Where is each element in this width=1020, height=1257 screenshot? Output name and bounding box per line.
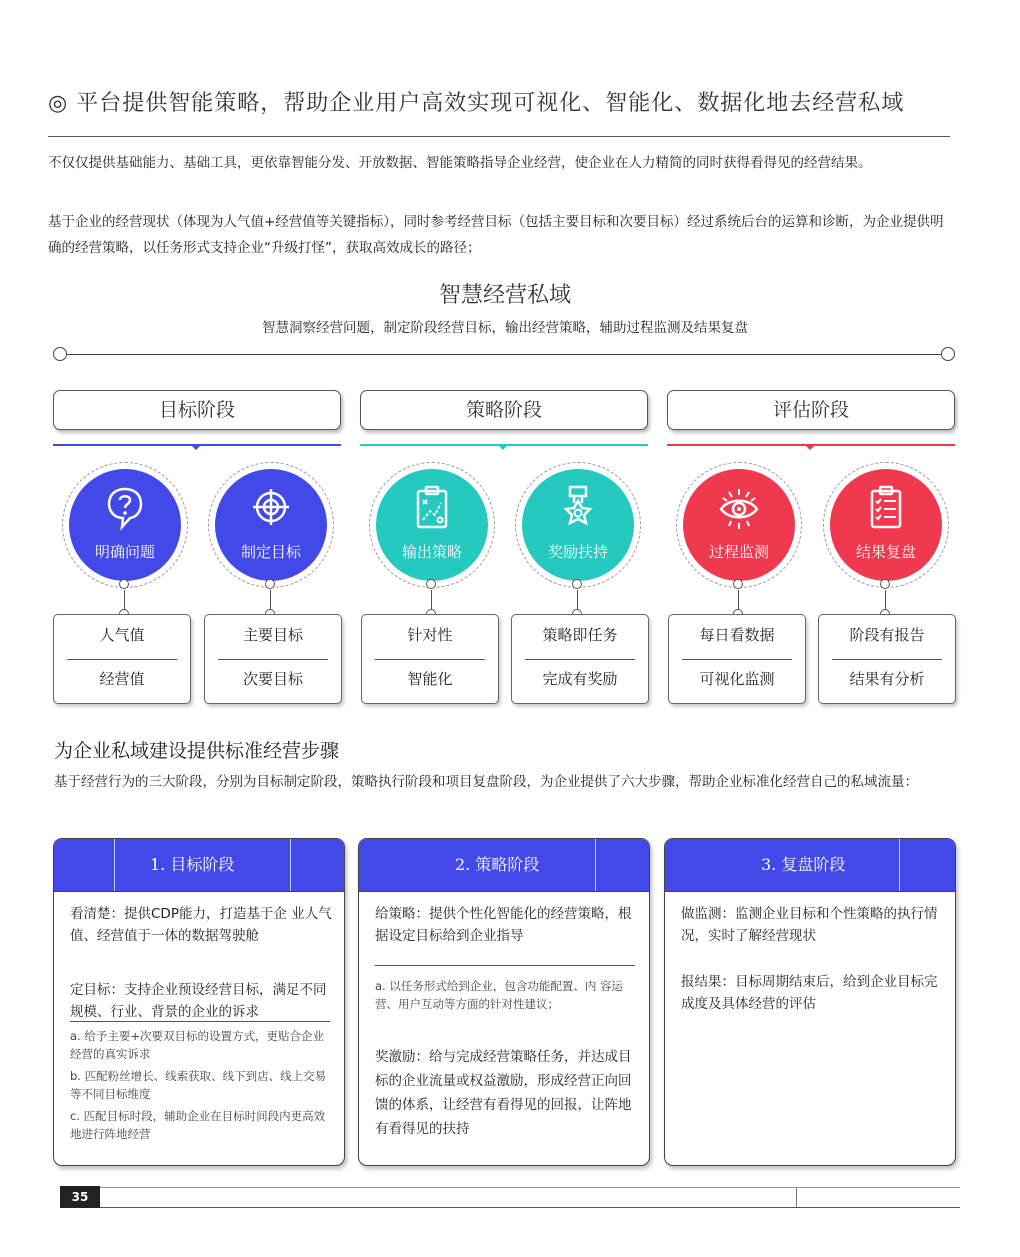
card-item: 定目标：支持企业预设经营目标，满足不同规模、行业、背景的企业的诉求: [70, 982, 327, 1020]
timeline-start-dot: [53, 347, 67, 361]
clipboard-strategy-icon: [412, 485, 452, 531]
connector-line: [431, 590, 432, 610]
timeline-line: [60, 354, 950, 355]
detail-top: 主要目标: [242, 626, 303, 644]
page-number: 35: [60, 1186, 100, 1208]
card-title: 1. 目标阶段: [150, 855, 235, 874]
footer-rule: [100, 1207, 960, 1208]
connector-line: [885, 590, 886, 610]
intro-paragraph-1: 不仅仅提供基础能力、基础工具，更依靠智能分发、开放数据、智能策略指导企业经营，使企业在人力精简的同时获得看得见的经营结果。: [48, 155, 872, 171]
card-title: 2. 策略阶段: [455, 855, 540, 874]
diagram-title: 智慧经营私域: [438, 283, 571, 308]
section-description: 基于经营行为的三大阶段，分别为目标制定阶段，策略执行阶段和项目复盘阶段，为企业提供了六大步骤，帮助企业标准化经营自己的私域流量：: [54, 774, 918, 790]
card-item: 做监测：监测企业目标和个性策略的执行情况，实时了解经营现状: [681, 906, 938, 944]
detail-bottom: 结果有分析: [849, 670, 925, 688]
step-card-goal: [53, 838, 345, 1166]
title-divider: [48, 136, 950, 137]
connector-dot: [119, 579, 129, 589]
section-heading: 为企业私域建设提供标准经营步骤: [54, 740, 340, 762]
detail-bottom: 完成有奖励: [542, 670, 618, 688]
stage-evaluate: 评估阶段: [667, 390, 955, 430]
circle-label: 明确问题: [94, 543, 155, 561]
card-header: [665, 839, 955, 892]
connector-line: [270, 590, 271, 610]
detail-top: 策略即任务: [542, 626, 618, 644]
connector-dot: [733, 579, 743, 589]
card-subitem: b. 匹配粉丝增长、线索获取、线下到店、线上交易等不同目标维度: [70, 1069, 327, 1101]
connector-dot: [265, 579, 275, 589]
step-circle-monitor: [676, 462, 802, 588]
card-subitem: c. 匹配目标时段，辅助企业在目标时间段内更高效地进行阵地经营: [70, 1109, 326, 1141]
target-circle-icon: ◎: [48, 91, 69, 116]
detail-top: 人气值: [99, 626, 145, 644]
detail-bottom: 智能化: [407, 670, 453, 688]
detail-divider: [375, 659, 485, 660]
step-circle-output-strategy: [369, 462, 495, 588]
detail-box-monitor: [668, 614, 806, 704]
card-subitem: a. 给予主要+次要双目标的设置方式，更贴合企业经营的真实诉求: [70, 1029, 324, 1061]
footer-top-rule: [100, 1187, 960, 1188]
card-header: [54, 839, 344, 892]
stage-strategy: 策略阶段: [360, 390, 648, 430]
card-item: 报结果：目标周期结束后，给到企业目标完成度及具体经营的评估: [681, 974, 938, 1012]
card-title: 3. 复盘阶段: [761, 855, 846, 874]
circle-label: 过程监测: [708, 543, 769, 561]
detail-top: 每日看数据: [699, 626, 775, 644]
header-divider: [595, 839, 596, 891]
detail-divider: [525, 659, 635, 660]
footer-tick: [796, 1187, 797, 1207]
connector-dot: [572, 579, 582, 589]
step-circle-set-goal: [208, 462, 334, 588]
stage-goal: 目标阶段: [53, 390, 341, 430]
page-title-text: 平台提供智能策略，帮助企业用户高效实现可视化、智能化、数据化地去经营私域: [76, 91, 905, 116]
card-divider: [70, 1021, 330, 1022]
connector-line: [738, 590, 739, 610]
intro-paragraph-2: 基于企业的经营现状（体现为人气值+经营值等关键指标），同时参考经营目标（包括主要目标和次要目标）经过系统后台的运算和诊断，为企业提供明确的经营策略，以任务形式支持企业“升级打怪”，获取高效成长的路径；: [48, 214, 944, 256]
card-divider: [375, 965, 635, 966]
report-list-icon: [866, 485, 906, 531]
detail-box-review: [818, 614, 956, 704]
connector-line: [124, 590, 125, 610]
step-card-strategy: [358, 838, 650, 1166]
detail-bottom: 可视化监测: [699, 670, 775, 688]
card-item: 奖激励：给与完成经营策略任务，并达成目标的企业流量或权益激励，形成经营正向回馈的体系，让经营有看得见的回报，让阵地有看得见的扶持: [375, 1049, 632, 1137]
detail-divider: [832, 659, 942, 660]
circle-label: 输出策略: [401, 543, 462, 561]
step-circle-clarify: [62, 462, 188, 588]
detail-bottom: 经营值: [99, 670, 145, 688]
diagram-subtitle: 智慧洞察经营问题，制定阶段经营目标，输出经营策略，辅助过程监测及结果复盘: [262, 320, 748, 336]
detail-box-reward: [511, 614, 649, 704]
stage-strategy-pointer: [497, 444, 509, 450]
detail-divider: [682, 659, 792, 660]
detail-top: 针对性: [407, 626, 453, 644]
step-circle-review: [823, 462, 949, 588]
detail-divider: [218, 659, 328, 660]
connector-dot: [426, 579, 436, 589]
card-item: 看清楚：提供CDP能力，打造基于企 业人气值、经营值于一体的数据驾驶舱: [70, 906, 332, 944]
detail-divider: [67, 659, 177, 660]
detail-bottom: 次要目标: [242, 670, 303, 688]
target-crosshair-icon: [251, 485, 291, 531]
card-subitem: a. 以任务形式给到企业，包含功能配置、内 容运营、用户互动等方面的针对性建议；: [375, 979, 624, 1011]
step-circle-reward: [515, 462, 641, 588]
page-title: [48, 86, 904, 117]
card-item: 给策略：提供个性化智能化的经营策略，根据设定目标给到企业指导: [375, 906, 632, 944]
detail-box-set-goal: [204, 614, 342, 704]
circle-label: 结果复盘: [855, 543, 916, 561]
detail-box-clarify: [53, 614, 191, 704]
eye-monitor-icon: [719, 485, 759, 531]
stage-evaluate-pointer: [804, 444, 816, 450]
circle-label: 制定目标: [240, 543, 301, 561]
connector-line: [577, 590, 578, 610]
header-divider: [114, 839, 115, 891]
header-divider: [899, 839, 900, 891]
step-card-review: [664, 838, 956, 1166]
detail-top: 阶段有报告: [849, 626, 925, 644]
stage-goal-pointer: [190, 444, 202, 450]
detail-box-output-strategy: [361, 614, 499, 704]
medal-award-icon: [558, 485, 598, 531]
card-header: [359, 839, 649, 892]
timeline-end-dot: [941, 347, 955, 361]
header-divider: [290, 839, 291, 891]
circle-label: 奖励扶持: [547, 543, 608, 561]
connector-dot: [880, 579, 890, 589]
question-bubble-icon: [105, 485, 145, 531]
